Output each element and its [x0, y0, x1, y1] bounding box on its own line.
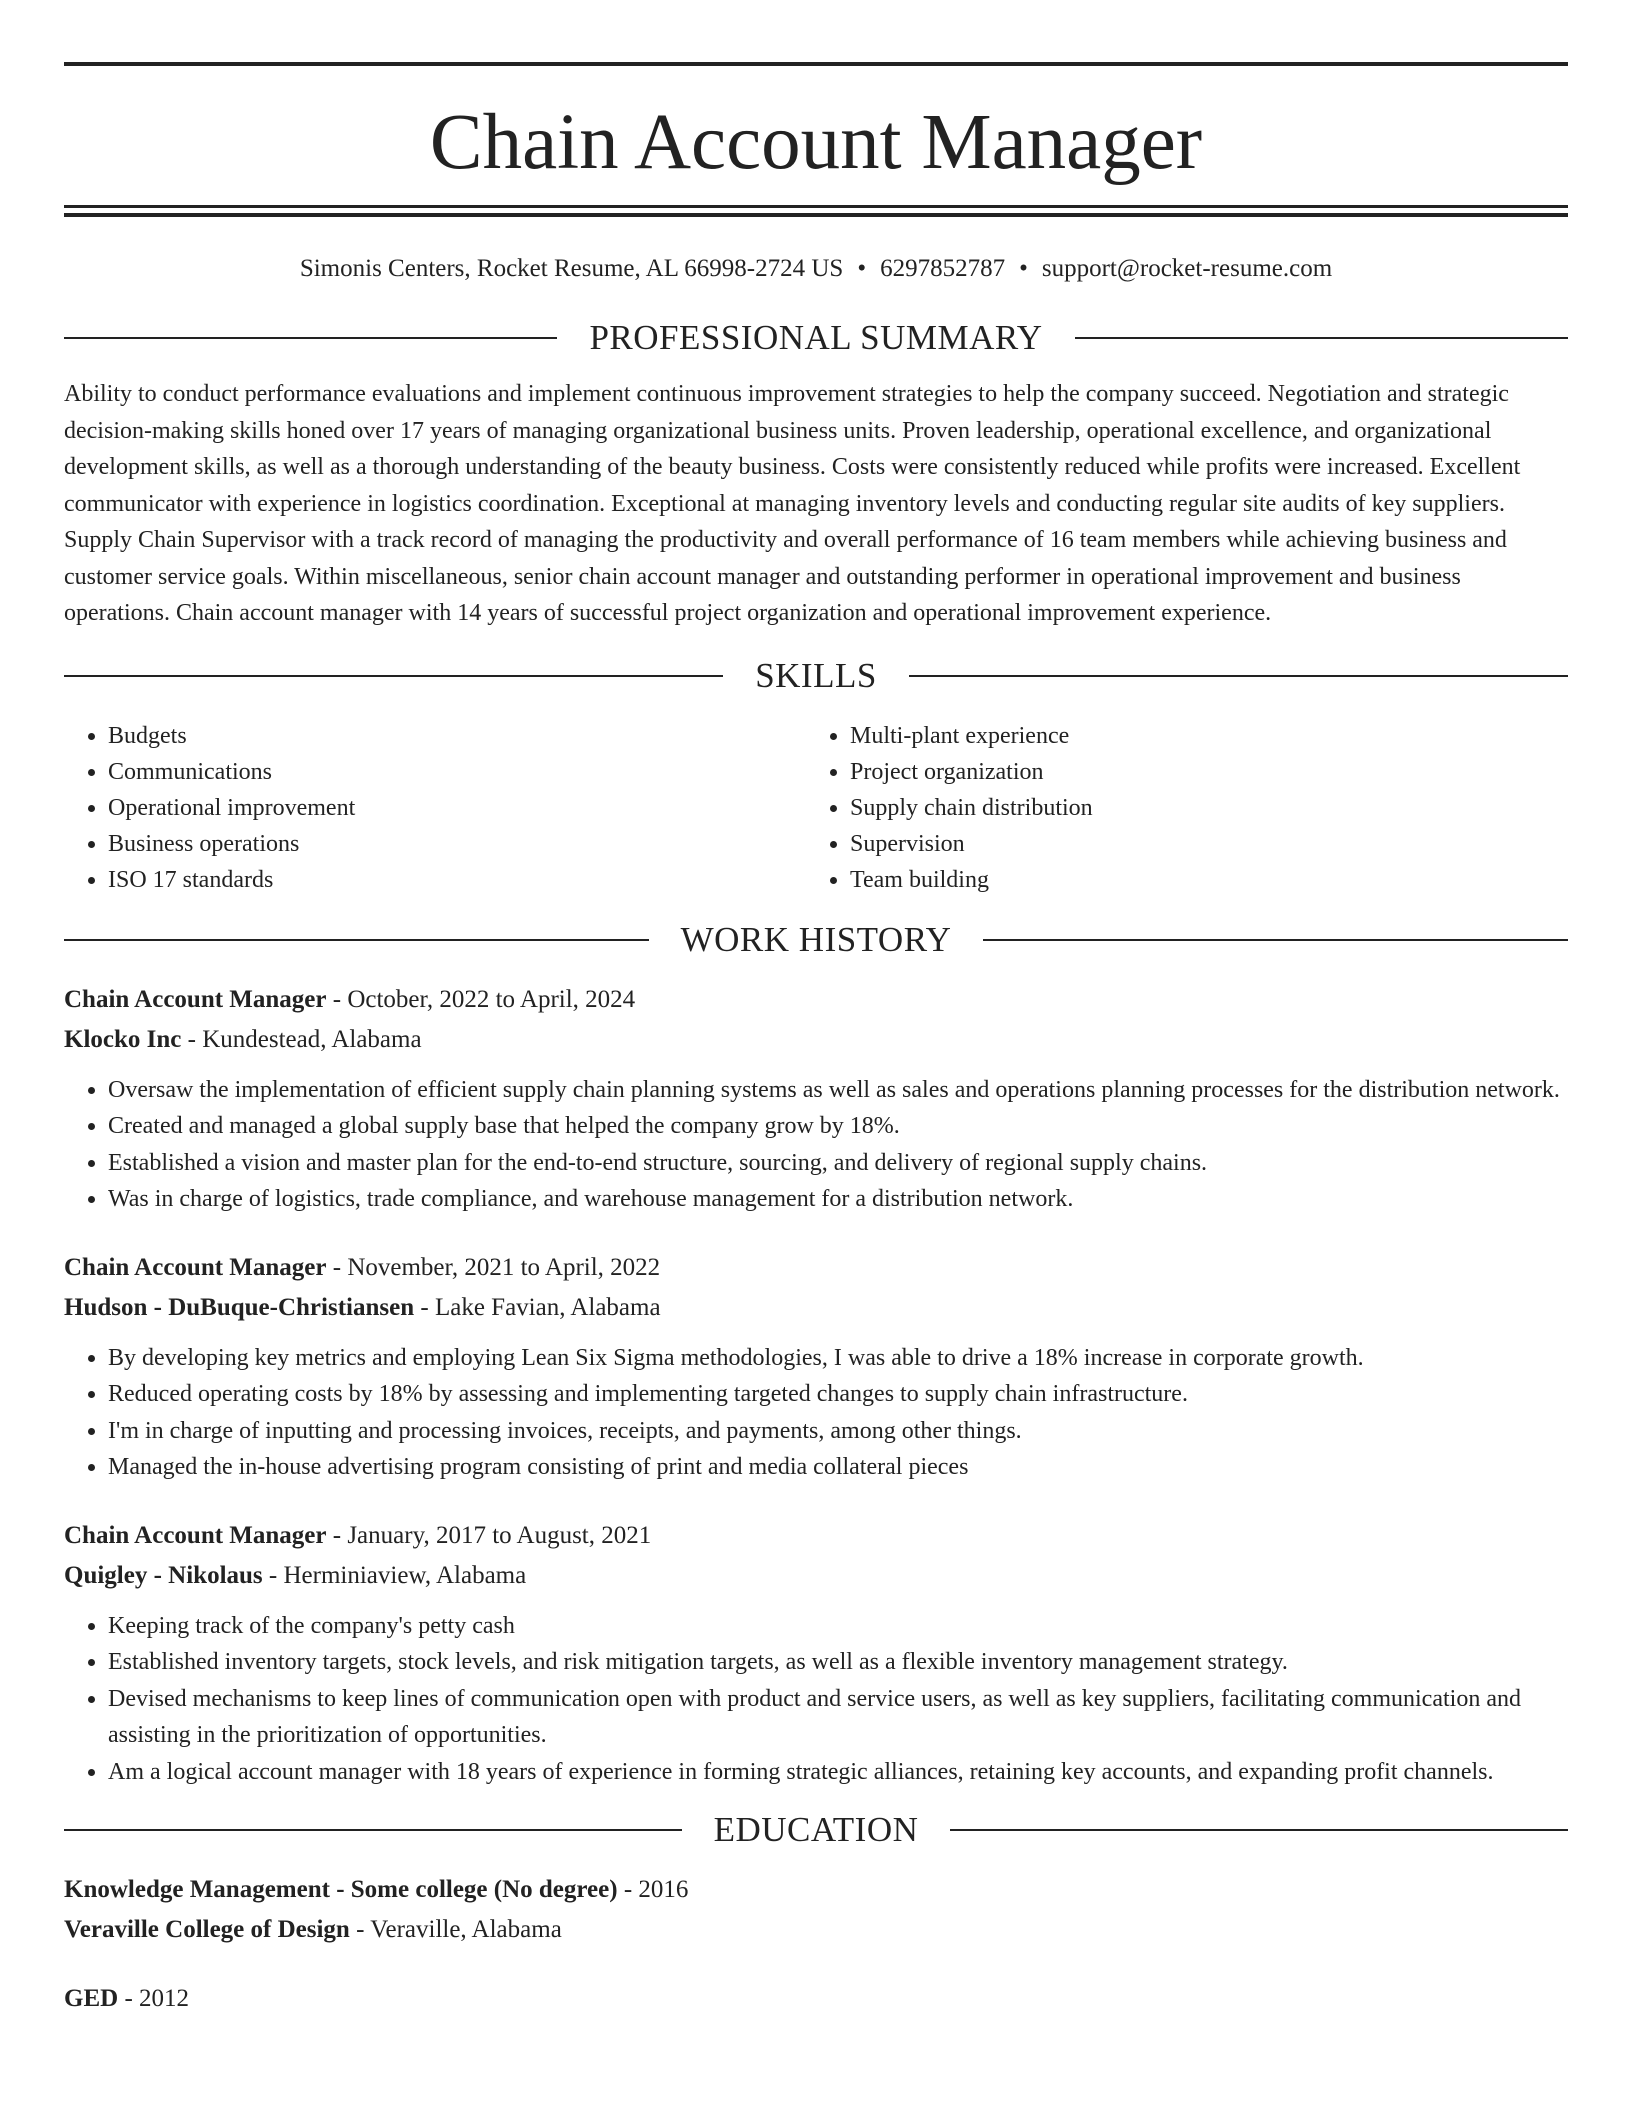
education-degree-line [64, 1979, 1568, 2019]
skill-item: • Multi-plant experience [850, 718, 1548, 754]
contact-address: Simonis Centers, Rocket Resume, AL 66998-2724 US [299, 255, 844, 282]
education-heading [64, 1808, 1568, 1852]
job-bullet: • Established inventory targets, stock levels, and risk mitigation targets, as well as a flexible inventory management strategy. [108, 1644, 1568, 1681]
job-title-line [64, 1516, 1568, 1556]
skills-list [64, 718, 1568, 898]
skills-heading [64, 654, 1568, 698]
section-title: WORK HISTORY [680, 919, 952, 959]
heading-rule [950, 1829, 1568, 1831]
job-company-line [64, 1288, 1568, 1328]
heading-rule [983, 939, 1568, 941]
summary-text: Ability to conduct performance evaluations and implement continuous improvement strategies to help the company succeed. Negotiation and strategic decision-making skills honed over 17 years of managing organizational business units. Proven leadership, operational excellence, and organizational development skills, as well as a thorough understanding of the beauty business. Costs were consistently reduced while profits were increased. Excellent communicator with experience in logistics coordination. Exceptional at managing inventory levels and conducting regular site audits of key suppliers. Supply Chain Supervisor with a track record of managing the productivity and overall performance of 16 team members while achieving business and customer service goals. Within miscellaneous, senior chain account manager and outstanding performer in operational improvement and business operations. Chain account manager with 14 years of successful project organization and operational improvement experience. [64, 381, 1521, 626]
job-title: Chain Account Manager [64, 1521, 327, 1549]
job-bullet: • Keeping track of the company's petty cash [108, 1608, 1568, 1645]
job-bullet: • By developing key metrics and employing Lean Six Sigma methodologies, I was able to drive a 18% increase in corporate growth. [108, 1340, 1568, 1377]
education-year: - 2016 [623, 1876, 689, 1903]
top-rule [64, 62, 1568, 66]
job-location: - Herminiaview, Alabama [268, 1561, 527, 1589]
skill-item: • Supervision [850, 826, 1548, 862]
contact-line [64, 251, 1568, 287]
skill-item: • Communications [108, 754, 806, 790]
section-title: EDUCATION [713, 1810, 919, 1849]
job-entry [64, 980, 1568, 1218]
job-bullet: • I'm in charge of inputting and processing invoices, receipts, and payments, among other things. [108, 1413, 1568, 1450]
job-entry [64, 1248, 1568, 1486]
education-degree-line [64, 1870, 1568, 1910]
job-bullet: • Reduced operating costs by 18% by assessing and implementing targeted changes to supply chain infrastructure. [108, 1376, 1568, 1413]
job-bullets [64, 1340, 1568, 1486]
education-entry [64, 1979, 1568, 2019]
resume-name: Chain Account Manager [429, 99, 1203, 186]
job-title-line [64, 1248, 1568, 1288]
work-heading [64, 918, 1568, 962]
section-title: PROFESSIONAL SUMMARY [589, 318, 1043, 357]
contact-separator: • [857, 255, 867, 282]
job-title: Chain Account Manager [64, 1253, 327, 1281]
job-company-line [64, 1556, 1568, 1596]
section-title: SKILLS [755, 655, 877, 695]
skill-item: • Team building [850, 862, 1548, 898]
skill-item: • ISO 17 standards [108, 862, 806, 898]
education-year: - 2012 [124, 1985, 190, 2012]
job-dates: - October, 2022 to April, 2024 [332, 985, 636, 1013]
heading-rule [909, 675, 1568, 677]
contact-email[interactable]: support@rocket-resume.com [1041, 255, 1333, 282]
job-bullet: • Am a logical account manager with 18 years of experience in forming strategic alliances, retaining key accounts, and expanding profit channels. [108, 1754, 1568, 1791]
heading-rule [64, 337, 557, 339]
contact-phone[interactable]: 6297852787 [880, 255, 1006, 282]
skill-item: • Operational improvement [108, 790, 806, 826]
skill-item: • Business operations [108, 826, 806, 862]
job-company: Hudson - DuBuque-Christiansen [64, 1293, 415, 1321]
education-degree: GED [64, 1985, 119, 2012]
education-school: Veraville College of Design [64, 1916, 350, 1943]
job-bullet: • Managed the in-house advertising program consisting of print and media collateral pieces [108, 1449, 1568, 1486]
resume-page [64, 62, 1568, 2019]
job-company-line [64, 1020, 1568, 1060]
job-bullet: • Created and managed a global supply base that helped the company grow by 18%. [108, 1108, 1568, 1145]
job-bullets [64, 1608, 1568, 1791]
job-bullet: • Oversaw the implementation of efficient supply chain planning systems as well as sales and operations planning processes for the distribution network. [108, 1072, 1568, 1109]
job-dates: - January, 2017 to August, 2021 [332, 1521, 652, 1549]
skill-item: • Supply chain distribution [850, 790, 1548, 826]
job-title: Chain Account Manager [64, 985, 327, 1013]
education-degree: Knowledge Management - Some college (No degree) [64, 1876, 618, 1903]
education-school-line [64, 1910, 1568, 1950]
heading-rule [64, 1829, 682, 1831]
skills-column-right [806, 718, 1548, 898]
job-bullet: • Established a vision and master plan for the end-to-end structure, sourcing, and delivery of regional supply chains. [108, 1145, 1568, 1182]
job-bullet: • Devised mechanisms to keep lines of communication open with product and service users, as well as key suppliers, facilitating communication and assisting in the prioritization of opportunities. [108, 1681, 1568, 1754]
contact-separator: • [1019, 255, 1028, 282]
heading-rule [64, 675, 723, 677]
skill-item: • Budgets [108, 718, 806, 754]
job-location: - Lake Favian, Alabama [420, 1293, 661, 1321]
skills-column-left [64, 718, 806, 898]
job-bullet: • Was in charge of logistics, trade compliance, and warehouse management for a distribution network. [108, 1181, 1568, 1218]
job-entry [64, 1516, 1568, 1791]
heading-rule [64, 939, 649, 941]
job-company: Klocko Inc [64, 1025, 182, 1053]
job-location: - Kundestead, Alabama [187, 1025, 422, 1053]
job-title-line [64, 980, 1568, 1020]
education-entry [64, 1870, 1568, 1950]
skill-item: • Project organization [850, 754, 1548, 790]
job-bullets [64, 1072, 1568, 1218]
job-company: Quigley - Nikolaus [64, 1561, 263, 1589]
header-double-rule [64, 205, 1568, 217]
heading-rule [1075, 337, 1568, 339]
summary-heading [64, 316, 1568, 360]
education-location: - Veraville, Alabama [356, 1916, 562, 1943]
job-dates: - November, 2021 to April, 2022 [332, 1253, 661, 1281]
